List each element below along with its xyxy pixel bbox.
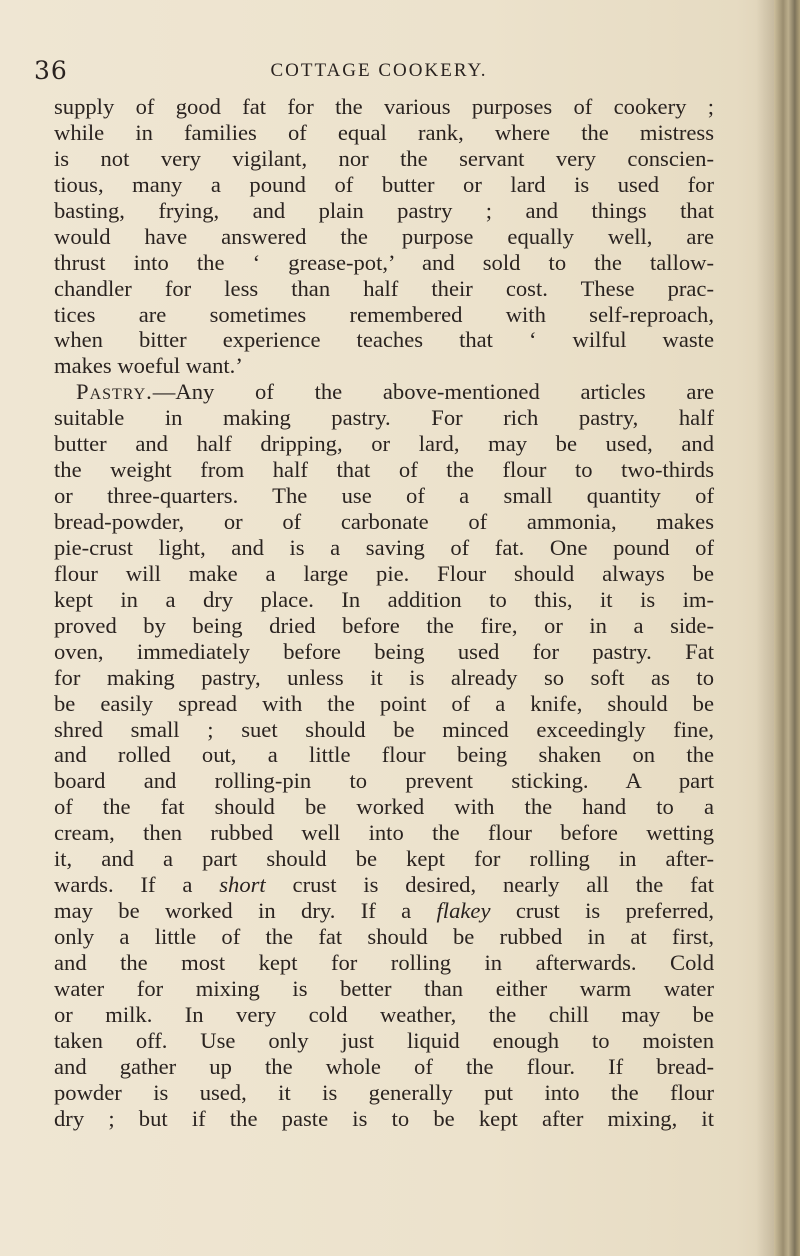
text-line: taken off. Use only just liquid enough to moisten (54, 1027, 714, 1053)
text-line: kept in a dry place. In addition to this, it is im- (54, 586, 714, 612)
text-line: tices are sometimes remembered with self-reproach, (54, 301, 714, 327)
text-line: chandler for less than half their cost. These prac- (54, 275, 714, 301)
text-line: proved by being dried before the fire, or in a side- (54, 612, 714, 638)
text-line: for making pastry, unless it is already so soft as to (54, 664, 714, 690)
text-line: and gather up the whole of the flour. If bread- (54, 1053, 714, 1079)
section-line (54, 379, 714, 405)
page-edge (774, 0, 800, 1256)
text-line: supply of good fat for the various purposes of cookery ; (54, 94, 714, 119)
text-line: when bitter experience teaches that ‘ wilful waste (54, 327, 714, 353)
text-line: basting, frying, and plain pastry ; and things that (54, 197, 714, 223)
italic-word: short (219, 872, 266, 898)
page-gutter-shadow (756, 0, 774, 1256)
page-number: 36 (34, 56, 68, 85)
italic-word: flakey (436, 898, 491, 924)
text-line: or three-quarters. The use of a small quantity of (54, 483, 714, 509)
text-line: is not very vigilant, nor the servant very conscien- (54, 145, 714, 171)
text-line: and the most kept for rolling in afterwards. Cold (54, 949, 714, 975)
text-line: thrust into the ‘ grease-pot,’ and sold to the tallow- (54, 249, 714, 275)
text-line: —Any of the above-mentioned articles are (152, 379, 714, 405)
body-text (54, 94, 714, 1132)
text-line: shred small ; suet should be minced exceedingly fine, (54, 716, 714, 742)
text-line: would have answered the purpose equally well, are (54, 223, 714, 249)
text-line: of the fat should be worked with the hand to a (54, 794, 714, 820)
text-line: suitable in making pastry. For rich pastry, half (54, 405, 714, 431)
text-line: flour will make a large pie. Flour should always be (54, 560, 714, 586)
text-line: it, and a part should be kept for rolling in after- (54, 846, 714, 872)
text-line: the weight from half that of the flour to two-thirds (54, 457, 714, 483)
text-line: powder is used, it is generally put into the flour (54, 1079, 714, 1105)
text-line: wards. If a short crust is desired, nearly all the fat (54, 872, 714, 898)
text-line: may be worked in dry. If a flakey crust is preferred, (54, 898, 714, 924)
text-line: tious, many a pound of butter or lard is used for (54, 171, 714, 197)
text-line: makes woeful want.’ (54, 353, 243, 379)
text-line: or milk. In very cold weather, the chill may be (54, 1001, 714, 1027)
text-line: dry ; but if the paste is to be kept after mixing, it (54, 1105, 714, 1131)
text-line: bread-powder, or of carbonate of ammonia, makes (54, 509, 714, 534)
text-line: water for mixing is better than either warm water (54, 975, 714, 1001)
text-line: pie-crust light, and is a saving of fat. One pound of (54, 534, 714, 560)
text-line: and rolled out, a little flour being shaken on the (54, 742, 714, 768)
running-head: COTTAGE COOKERY. (270, 60, 488, 81)
text-line: butter and half dripping, or lard, may be used, and (54, 431, 714, 457)
text-line: while in families of equal rank, where the mistress (54, 119, 714, 145)
text-line: board and rolling-pin to prevent sticking. A part (54, 768, 714, 794)
section-heading: Pastry. (76, 379, 153, 405)
text-line: oven, immediately before being used for pastry. Fat (54, 638, 714, 664)
page-header (34, 56, 724, 90)
text-line: only a little of the fat should be rubbed in at first, (54, 924, 714, 949)
text-line: cream, then rubbed well into the flour before wetting (54, 820, 714, 846)
text-line: be easily spread with the point of a knife, should be (54, 690, 714, 716)
